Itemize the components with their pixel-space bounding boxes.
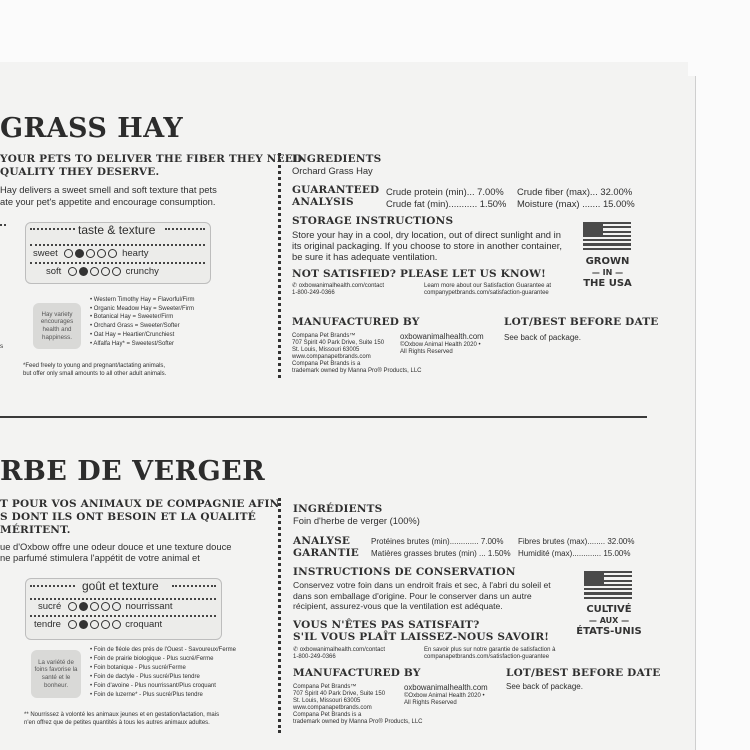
web-url: oxbowanimalhealth.com [400,332,484,341]
mfg-line: www.companapetbrands.com [292,354,371,360]
en-scale-row-2 [46,266,159,277]
en-ingredients: Orchard Grass Hay [292,165,373,176]
en-ingredients-title: INGREDIENTS [292,153,382,165]
mfg-line: 707 Spirit 40 Park Drive, Suite 150 [292,340,385,346]
origin-line-1: CULTIVÉ [586,604,632,615]
en-contact [292,283,384,297]
en-ga-title-1: GUARANTEED [292,184,380,196]
copyright-line-2: All Rights Reserved [404,699,457,706]
en-variety-badge: Hay variety encourages health and happiness. [33,303,81,349]
storage-line-2: dans son emballage d'origine. Pour le conserver dans un autre [293,590,532,601]
us-flag-icon [584,571,632,599]
fr-scale-row-2 [34,619,162,630]
fr-ga-title-1: ANALYSE [293,535,351,547]
en-ga-title-2: ANALYSIS [292,196,354,208]
fr-contact [293,647,385,661]
copyright-line-1: ©Oxbow Animal Health 2020 • [400,341,481,348]
en-scale-row1-left: sweet [33,248,58,259]
guarantee-line-1: En savoir plus sur notre garantie de satisfaction à [424,647,556,653]
copyright-line-2: All Rights Reserved [400,348,453,355]
fr-scale-row2-left: tendre [34,619,61,630]
en-scale-row2-left: soft [46,266,62,277]
origin-line-1: GROWN [585,256,630,267]
fr-column-divider [278,498,281,733]
en-scale-divider-1 [30,244,205,246]
mfg-line: Compana Pet Brands is a [293,712,362,718]
origin-line-3: ÉTATS-UNIS [576,626,642,637]
origin-line-2: — IN — [591,268,624,277]
en-ga-protein: Crude protein (min)... 7.00% [386,186,504,197]
fr-tagline-3: MÉRITENT. [0,524,71,536]
storage-line-1: Conservez votre foin dans un endroit frais et sec, à l'abri du soleil et [293,580,551,590]
en-column-divider [278,153,281,378]
rating-circles [68,601,123,612]
fr-scale-divider-1 [30,598,216,600]
fr-footnote-2: n'en offrez que de petites quantités à tous les autres animaux adultes. [24,720,210,726]
en-storage-title: STORAGE INSTRUCTIONS [292,215,454,227]
list-item: • Orchard Grass = Sweeter/Softer [90,323,180,330]
en-lot-text: See back of package. [504,333,581,342]
section-divider [0,416,647,418]
fr-scale-row2-right: croquant [125,619,163,630]
fr-scale-dots-left [30,585,75,587]
mfg-line: St. Louis, Missouri 63005 [292,347,360,353]
en-satisfied-title: NOT SATISFIED? PLEASE LET US KNOW! [292,268,546,280]
list-item: • Foin de prairie biologique - Plus sucré/Ferme [90,656,214,662]
en-scale-dots-right [165,228,205,230]
fr-ga-protein: Protéines brutes (min)............. 7.00% [371,537,504,546]
fr-ga-fat: Matières grasses brutes (min) ... 1.50% [371,549,511,558]
fr-ga-moisture: Humidité (max)............. 15.00% [518,549,631,558]
list-item: • Foin de fléole des prés de l'Ouest - Savoureux/Ferme [90,647,236,653]
en-left-edge: s [0,343,4,350]
fr-grown-in-usa [568,604,650,637]
fr-tagline-1: T POUR VOS ANIMAUX DE COMPAGNIE AFIN [0,498,280,510]
en-scale-row2-right: crunchy [125,266,159,277]
fr-scale-title: goût et texture [82,579,159,593]
copyright-line-1: ©Oxbow Animal Health 2020 • [404,692,485,699]
origin-line-2: — AUX — [588,616,630,625]
en-grown-in-usa [575,256,640,289]
en-storage-2: its original packaging. If you choose to store in another container, [292,240,562,251]
en-footnote-2: but offer only small amounts to all other adult animals. [23,371,167,377]
list-item: • Organic Meadow Hay = Sweeter/Firm [90,305,194,312]
fr-desc-1: ue d'Oxbow offre une odeur douce et une texture douce [0,541,232,552]
fr-variety-list [90,646,236,700]
en-guarantee [424,283,551,297]
en-desc-2: ate your pet's appetite and encourage consumption. [0,196,216,207]
fr-title: RBE DE VERGER [0,456,266,487]
mfg-line: Compana Pet Brands™ [292,333,356,339]
fr-satisfied-title-2: S'IL VOUS PLAÎT LAISSEZ-NOUS SAVOIR! [293,631,550,643]
fr-footnote-1: ** Nourrissez à volonté les animaux jeunes et en gestation/lactation, mais [24,712,220,718]
fr-ingredients: Foin d'herbe de verger (100%) [293,515,420,526]
fr-ga-title-2: GARANTIE [293,547,359,559]
origin-line-3: THE USA [583,278,632,289]
fr-satisfied-title-1: VOUS N'ÊTES PAS SATISFAIT? [293,619,480,631]
web-url: oxbowanimalhealth.com [404,683,488,692]
box-corner [688,62,702,76]
fr-scale-row-1 [38,601,173,612]
rating-circles [68,266,123,277]
en-ga-fiber: Crude fiber (max)... 32.00% [517,186,633,197]
fr-guarantee [424,647,555,661]
rating-circles [68,619,123,630]
fr-web-copyright [404,684,488,707]
fr-tagline-2: S DONT ILS ONT BESOIN ET LA QUALITÉ [0,511,256,523]
fr-scale-row1-left: sucré [38,601,62,612]
phone-icon: ✆ [293,647,300,653]
list-item: • Botanical Hay = Sweeter/Firm [90,314,174,321]
fr-ingredients-title: INGRÉDIENTS [293,503,383,515]
mfg-line: trademark owned by Manna Pro® Products, LLC [292,368,422,374]
fr-desc-2: ne parfumé stimulera l'appétit de votre animal et [0,552,200,563]
contact-url: oxbowanimalhealth.com/contact [298,283,385,289]
list-item: • Alfalfa Hay* = Sweetest/Softer [90,340,174,347]
us-flag-icon [583,222,631,250]
rating-circles [64,248,119,259]
storage-line-3: récipient, assurez-vous que la ventilation est adéquate. [293,601,503,612]
en-left-dots [0,224,6,226]
en-scale-dots-left [30,228,75,230]
mfg-line: trademark owned by Manna Pro® Products, LLC [293,719,423,725]
en-tagline-1: YOUR PETS TO DELIVER THE FIBER THEY NEED [0,153,303,165]
en-storage-3: be sure it has adequate ventilation. [292,251,438,262]
en-lot-title: LOT/BEST BEFORE DATE [504,316,659,328]
en-scale-row1-right: hearty [122,248,149,259]
mfg-line: St. Louis, Missouri 63005 [293,698,361,704]
fr-scale-row1-right: nourrissant [125,601,173,612]
fr-scale-dots-right [172,585,216,587]
en-footnote-1: *Feed freely to young and pregnant/lactating animals, [23,363,166,369]
guarantee-line-2: companapetbrands.com/satisfaction-guarantee [424,654,550,660]
contact-phone: 1-800-249-0366 [292,290,335,296]
en-title: GRASS HAY [0,113,184,144]
phone-icon: ✆ [292,283,299,289]
list-item: • Western Timothy Hay = Flavorful/Firm [90,297,195,303]
guarantee-line-2: companypetbrands.com/satisfaction-guarantee [424,290,549,296]
list-item: • Foin de dactyle - Plus sucré/Plus tendre [90,674,200,680]
list-item: • Foin de luzerne* - Plus sucré/Plus tendre [90,692,203,698]
fr-scale-divider-2 [30,615,216,617]
en-mfg-title: MANUFACTURED BY [292,316,420,328]
en-scale-divider-2 [30,262,205,264]
mfg-line: 707 Spirit 40 Park Drive, Suite 150 [293,691,386,697]
list-item: • Oat Hay = Heartier/Crunchiest [90,331,175,338]
list-item: • Foin d'avoine - Plus nourrissant/Plus croquant [90,683,216,689]
mfg-line: Compana Pet Brands is a [292,361,361,367]
fr-storage-title: INSTRUCTIONS DE CONSERVATION [293,566,516,578]
fr-storage [293,580,551,612]
en-scale-title: taste & texture [78,223,156,237]
en-variety-list [90,296,195,348]
fr-variety-badge: La variété de foins favorise la santé et le bonheur. [31,650,81,698]
en-ga-moisture: Moisture (max) ....... 15.00% [517,198,635,209]
en-desc-1: Hay delivers a sweet smell and soft texture that pets [0,184,217,195]
en-tagline-2: QUALITY THEY DESERVE. [0,166,160,178]
mfg-line: www.companapetbrands.com [293,705,372,711]
list-item: • Foin botanique - Plus sucré/Ferme [90,665,186,671]
contact-url: oxbowanimalhealth.com/contact [299,647,386,653]
fr-ga-fiber: Fibres brutes (max)........ 32.00% [518,537,635,546]
en-ga-fat: Crude fat (min)........... 1.50% [386,198,507,209]
en-storage-1: Store your hay in a cool, dry location, out of direct sunlight and in [292,229,561,240]
en-scale-row-1 [33,248,149,259]
fr-lot-title: LOT/BEST BEFORE DATE [506,667,661,679]
guarantee-line-1: Learn more about our Satisfaction Guarantee at [424,283,552,289]
fr-mfg-title: MANUFACTURED BY [293,667,421,679]
mfg-line: Compana Pet Brands™ [293,684,357,690]
fr-lot-text: See back of package. [506,682,583,691]
en-web-copyright [400,333,484,356]
contact-phone: 1-800-249-0366 [293,654,336,660]
